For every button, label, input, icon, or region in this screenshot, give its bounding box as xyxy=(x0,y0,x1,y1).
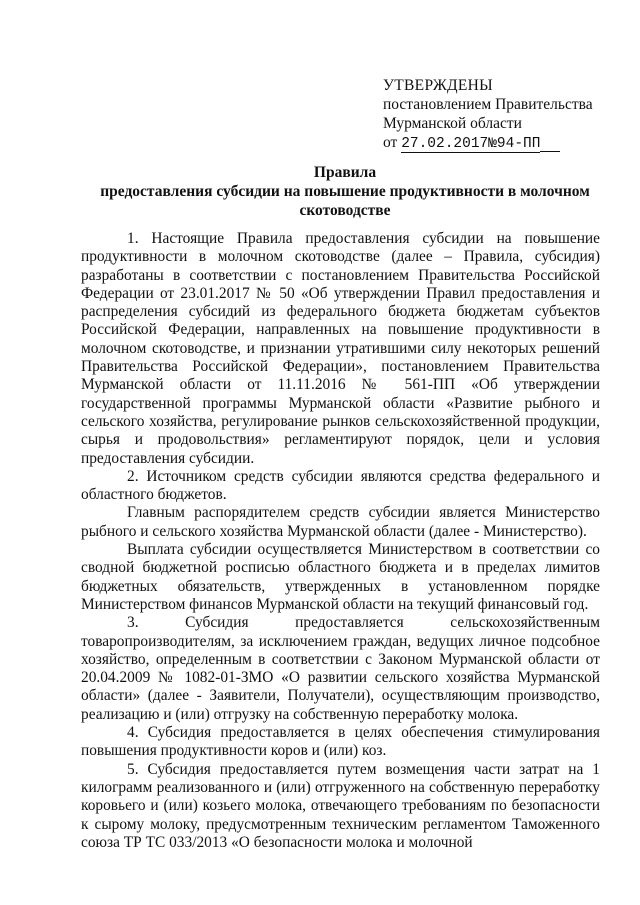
document-title xyxy=(80,163,610,220)
approval-heading: УТВЕРЖДЕНЫ xyxy=(383,77,493,94)
title-line-1: Правила xyxy=(313,164,377,181)
document-body xyxy=(81,230,600,852)
approval-line-1: постановлением Правительства xyxy=(383,96,593,113)
approval-date-row xyxy=(383,133,593,154)
paragraph-4: Выплата субсидии осуществляется Министерством в соответствии со сводной бюджетной росписью областного бюджета и в пределах лимитов бюджетных обязательств, утвержденных в установленном порядке Министерством финансов Мурманской области на текущий финансовый год. xyxy=(81,541,600,613)
approval-date: 27.02.2017 xyxy=(401,136,489,152)
approval-number: №94-ПП xyxy=(488,136,541,152)
paragraph-3: Главным распорядителем средств субсидии является Министерство рыбного и сельского хозяйства Мурманской области (далее - Министерство). xyxy=(81,504,600,540)
approval-date-prefix: от xyxy=(383,134,398,151)
approval-line-2: Мурманской области xyxy=(383,115,522,132)
paragraph-6: 4. Субсидия предоставляется в целях обеспечения стимулирования повышения продуктивности коров и (или) коз. xyxy=(81,724,600,760)
approval-block xyxy=(383,76,593,154)
paragraph-1: 1. Настоящие Правила предоставления субсидии на повышение продуктивности в молочном скотоводстве (далее – Правила, субсидия) разработаны в соответствии с постановлением Правительства Российской Федерации от 23.01.2017 № 50 «Об утверждении Правил предоставления и распределения субсидий из федерального бюджета бюджетам субъектов Российской Федерации, направленных на повышение продуктивности в молочном скотоводстве, и признании утратившими силу некоторых решений Правительства Российской Федерации», постановлением Правительства Мурманской области от 11.11.2016 № 561-ПП «Об утверждении государственной программы Мурманской области «Развитие рыбного и сельского хозяйства, регулирование рынков сельскохозяйственной продукции, сырья и продовольствия» регламентируют порядок, цели и условия предоставления субсидии. xyxy=(81,230,600,467)
paragraph-2: 2. Источником средств субсидии являются средства федерального и областного бюджетов. xyxy=(81,467,600,504)
paragraph-7: 5. Субсидия предоставляется путем возмещения части затрат на 1 килограмм реализованного и (или) отгруженного на собственную переработку коровьего и (или) козьего молока, отвечающего требованиям по безопасности к сырому молоку, предусмотренным техническим регламентом Таможенного союза ТР ТС 033/2013 «О безопасности молока и молочной xyxy=(81,760,600,851)
paragraph-5: 3. Субсидия предоставляется сельскохозяйственным товаропроизводителям, за исключением граждан, ведущих личное подсобное хозяйство, определенным в соответствии с Законом Мурманской области от 20.04.2009 № 1082-01-ЗМО «О развитии сельского хозяйства Мурманской области» (далее - Заявители, Получатели), осуществляющим производство, реализацию и (или) отгрузку на собственную переработку молока. xyxy=(81,614,600,723)
approval-number-underline-tail xyxy=(540,134,559,152)
title-line-2: предоставления субсидии на повышение продуктивности в молочном скотоводстве xyxy=(100,183,590,219)
